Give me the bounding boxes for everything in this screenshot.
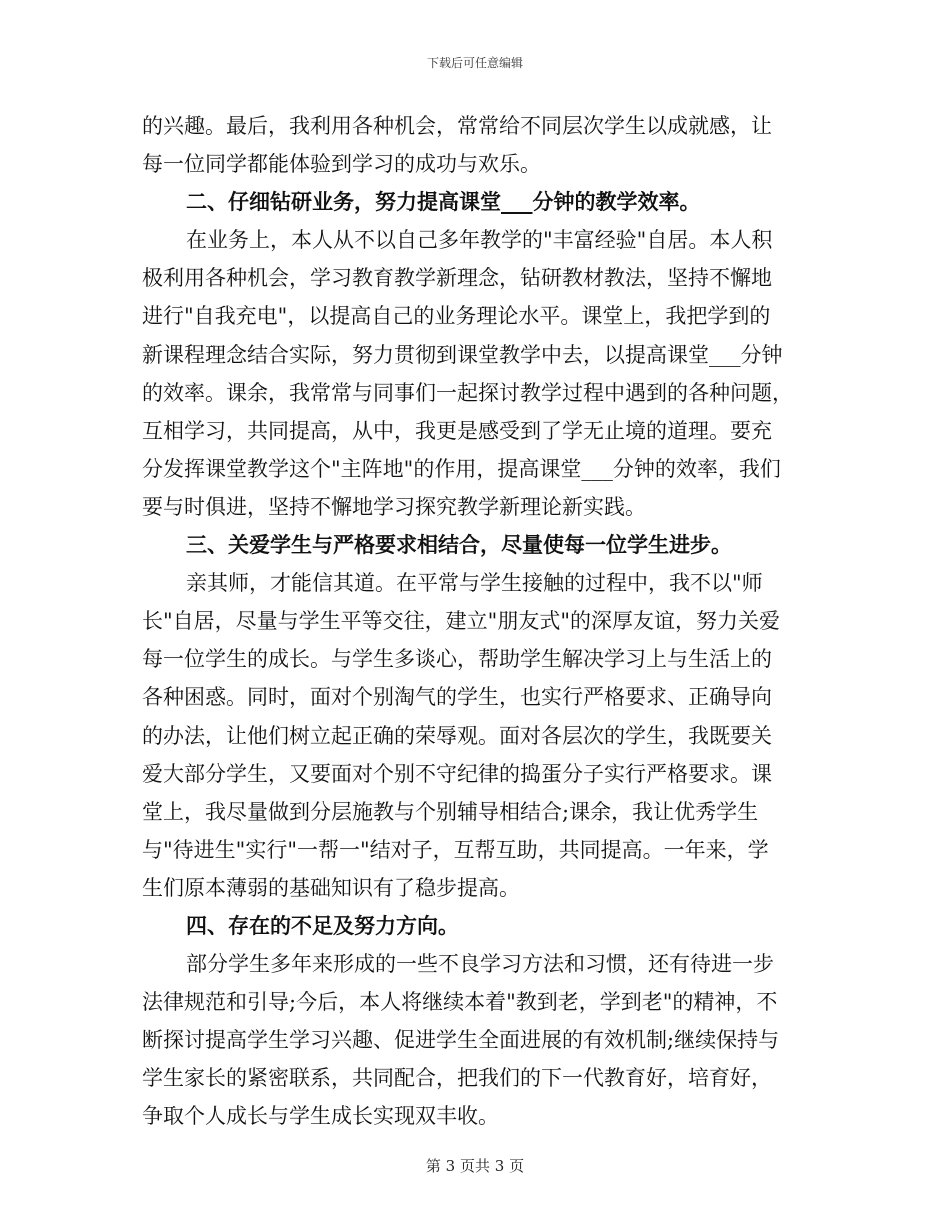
paragraph-line: 堂上，我尽量做到分层施教与个别辅导相结合;课余，我让优秀学生 xyxy=(142,799,759,824)
paragraph-line: 长"自居，尽量与学生平等交往，建立"朋友式"的深厚友谊，努力关爱 xyxy=(142,609,780,634)
paragraph-line: 每一位同学都能体验到学习的成功与欢乐。 xyxy=(142,152,541,177)
paragraph-line: 的兴趣。最后，我利用各种机会，常常给不同层次学生以成就感，让 xyxy=(142,114,772,138)
paragraph-line: 各种困惑。同时，面对个别淘气的学生，也实行严格要求、正确导向 xyxy=(142,685,772,710)
paragraph-line: 生们原本薄弱的基础知识有了稳步提高。 xyxy=(142,875,520,900)
paragraph-line: 新课程理念结合实际，努力贯彻到课堂教学中去，以提高课堂___分钟 xyxy=(142,342,783,367)
paragraph-line: 要与时俱进，坚持不懈地学习探究教学新理论新实践。 xyxy=(142,494,646,519)
paragraph-line: 分发挥课堂教学这个"主阵地"的作用，提高课堂___分钟的效率，我们 xyxy=(142,456,781,481)
paragraph-line: 每一位学生的成长。与学生多谈心，帮助学生解决学习上与生活上的 xyxy=(142,647,772,672)
section-heading-4: 四、存在的不足及努力方向。 xyxy=(186,912,459,938)
page-footer: 第 3 页共 3 页 xyxy=(425,1157,525,1175)
page-header: 下载后可任意编辑 xyxy=(426,56,523,70)
paragraph-line: 断探讨提高学生学习兴趣、促进学生全面进展的有效机制;继续保持与 xyxy=(142,1028,780,1053)
paragraph-line: 进行"自我充电"，以提高自己的业务理论水平。课堂上，我把学到的 xyxy=(142,304,771,329)
section-heading-3: 三、关爱学生与严格要求相结合，尽量使每一位学生进步。 xyxy=(186,532,732,558)
paragraph-line: 争取个人成长与学生成长实现双丰收。 xyxy=(142,1104,499,1129)
paragraph-line: 极利用各种机会，学习教育教学新理念，钻研教材教法，坚持不懈地 xyxy=(142,266,772,291)
document-body xyxy=(142,107,810,1136)
paragraph-line: 爱大部分学生，又要面对个别不守纪律的捣蛋分子实行严格要求。课 xyxy=(142,761,772,786)
paragraph-line: 的效率。课余，我常常与同事们一起探讨教学过程中遇到的各种问题， xyxy=(142,380,793,405)
paragraph-line: 与"待进生"实行"一帮一"结对子，互帮互助，共同提高。一年来，学 xyxy=(142,837,769,862)
paragraph-line: 部分学生多年来形成的一些不良学习方法和习惯，还有待进一步 xyxy=(186,952,774,977)
paragraph-line: 互相学习，共同提高，从中，我更是感受到了学无止境的道理。要充 xyxy=(142,418,772,443)
paragraph-line: 学生家长的紧密联系，共同配合，把我们的下一代教育好，培育好， xyxy=(142,1066,772,1091)
paragraph-line: 在业务上，本人从不以自己多年教学的"丰富经验"自居。本人积 xyxy=(186,228,773,253)
paragraph-line: 法律规范和引导;今后，本人将继续本着"教到老，学到老"的精神，不 xyxy=(142,990,778,1015)
section-heading-2: 二、仔细钻研业务，努力提高课堂___分钟的教学效率。 xyxy=(186,189,701,215)
paragraph-line: 亲其师，才能信其道。在平常与学生接触的过程中，我不以"师 xyxy=(186,571,763,596)
paragraph-line: 的办法，让他们树立起正确的荣辱观。面对各层次的学生，我既要关 xyxy=(142,723,772,748)
